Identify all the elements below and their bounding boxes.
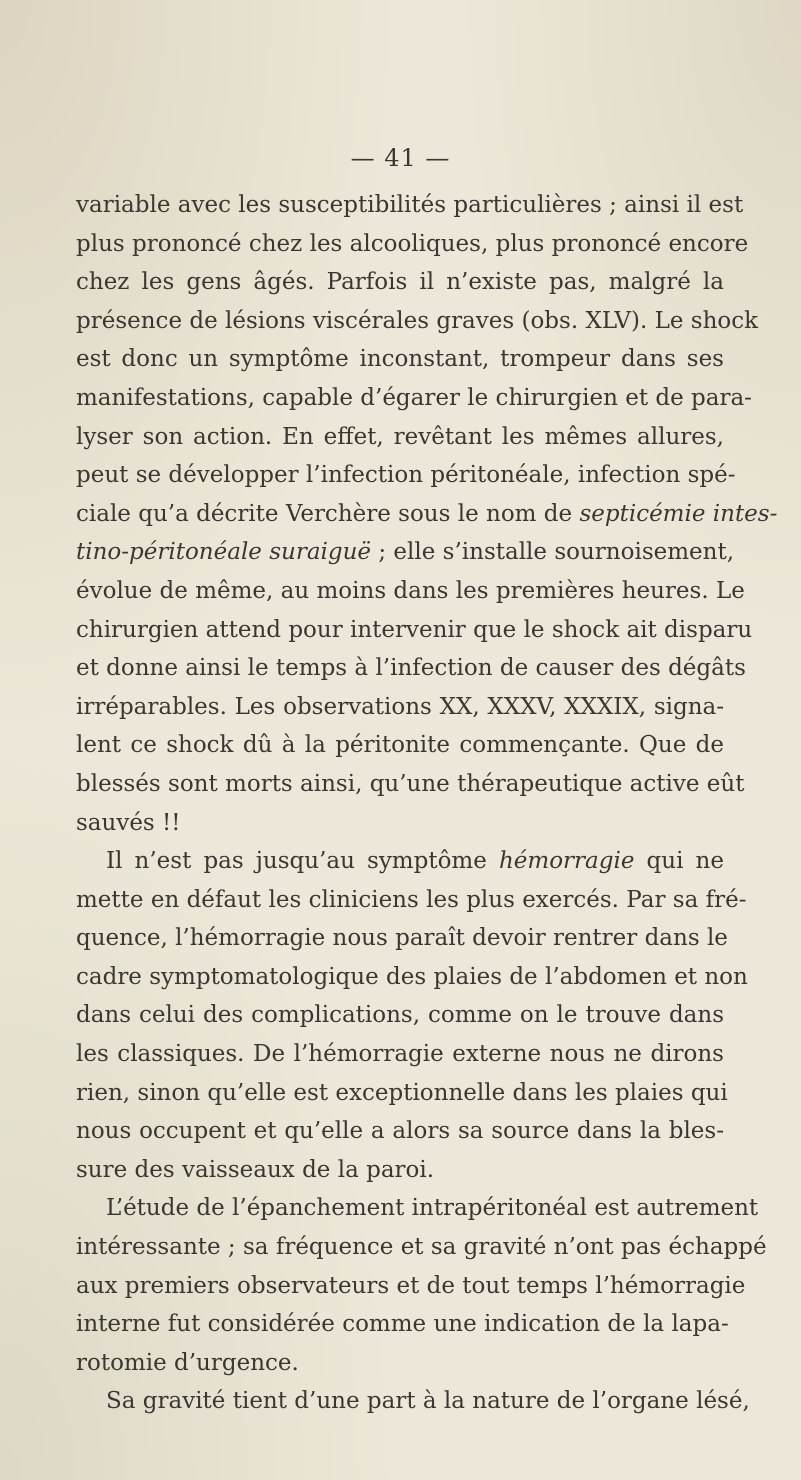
text-line: est donc un symptôme inconstant, trompeur dans ses [76,346,724,373]
italic-term: hémorragie [498,848,635,875]
text-line: cadre symptomatologique des plaies de l’abdomen et non [76,963,748,990]
text-line: rien, sinon qu’elle est exceptionnelle dans les plaies qui [76,1079,728,1106]
text-line: manifestations, capable d’égarer le chirurgien et de para- [76,384,752,411]
italic-term: tino-péritonéale suraiguë [76,539,372,566]
text-line: blessés sont morts ainsi, qu’une thérapeutique active eût [76,770,745,797]
text-line: lyser son action. En effet, revêtant les mêmes allures, [76,423,724,450]
text-line: présence de lésions viscérales graves (obs. XLV). Le shock [76,307,759,334]
page-number: — 41 — [350,144,451,172]
text-line: irréparables. Les observations XX, XXXV, XXXIX, signa- [76,693,724,720]
text-line: chez les gens âgés. Parfois il n’existe pas, malgré la [76,269,724,296]
text-line: chirurgien attend pour intervenir que le shock ait disparu [76,616,753,643]
text-line: sauvés !! [76,809,181,836]
text-line: sure des vaisseaux de la paroi. [76,1156,435,1183]
text-line: plus prononcé chez les alcooliques, plus prononcé encore [76,230,749,257]
body-text [76,186,778,1421]
text-line: lent ce shock dû à la péritonite commençante. Que de [76,732,724,759]
text-line: aux premiers observateurs et de tout temps l’hémorragie [76,1272,746,1299]
text-line: quence, l’hémorragie nous paraît devoir rentrer dans le [76,925,728,952]
text-line: les classiques. De l’hémorragie externe nous ne dirons [76,1041,724,1068]
text-line: et donne ainsi le temps à l’infection de causer des dégâts [76,655,746,682]
text-line-italic-term: tino-péritonéale suraiguë ; elle s’installe sournoisement, [76,539,735,566]
text-line: intéressante ; sa fréquence et sa gravité n’ont pas échappé [76,1234,767,1261]
text-line-italic-term: ciale qu’a décrite Verchère sous le nom de septicémie intes- [76,500,778,527]
text-line: rotomie d’urgence. [76,1349,299,1376]
text-line: interne fut considérée comme une indication de la lapa- [76,1311,729,1338]
text-line: mette en défaut les cliniciens les plus exercés. Par sa fré- [76,886,747,913]
text-line: évolue de même, au moins dans les premières heures. Le [76,577,745,604]
text-line-italic-term: Il n’est pas jusqu’au symptôme hémorragie qui ne [106,848,724,875]
text-line: peut se développer l’infection péritonéale, infection spé- [76,462,736,489]
text-line: nous occupent et qu’elle a alors sa source dans la bles- [76,1118,724,1145]
text-line: Sa gravité tient d’une part à la nature de l’organe lésé, [106,1388,750,1415]
text-line: variable avec les susceptibilités particulières ; ainsi il est [76,192,744,218]
text-line: dans celui des complications, comme on le trouve dans [76,1002,724,1029]
italic-term: septicémie intes- [579,500,778,527]
text-line: L’étude de l’épanchement intrapéritonéal est autrement [106,1195,759,1222]
